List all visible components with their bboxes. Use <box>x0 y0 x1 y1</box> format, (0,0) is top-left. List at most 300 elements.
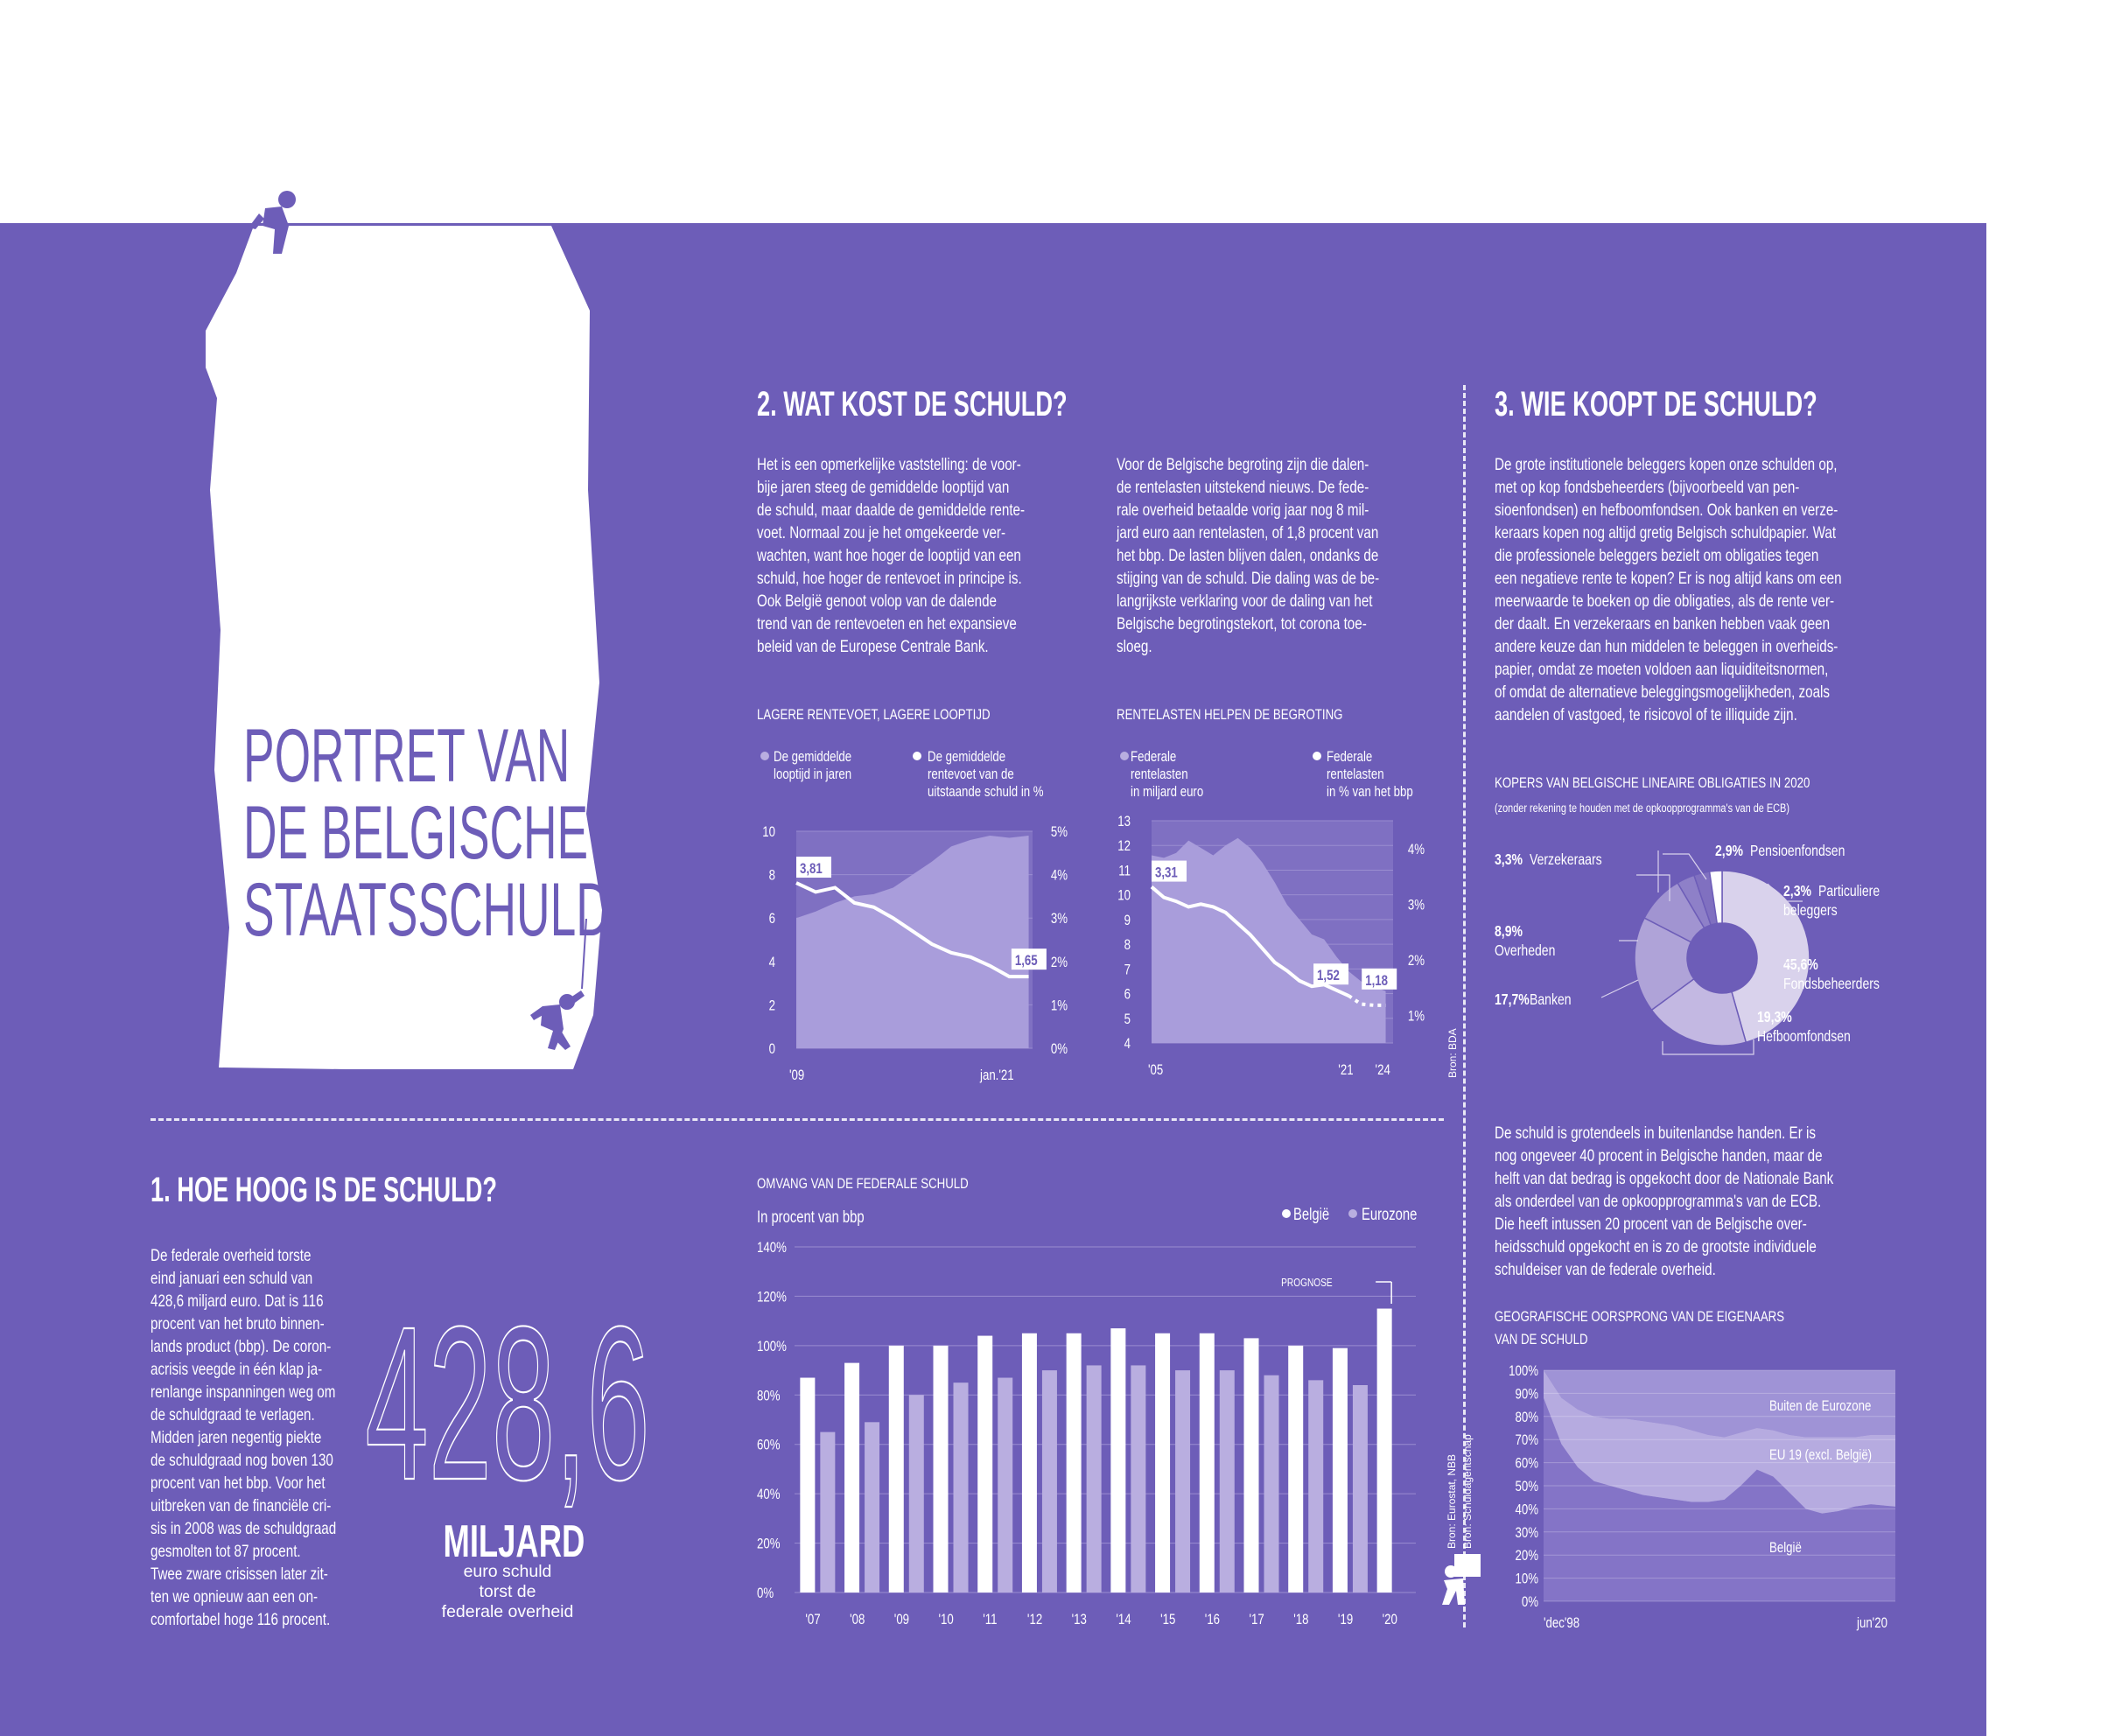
chart1-legend-label-1-group <box>774 766 851 783</box>
chart5-ytick: 30% <box>1515 1524 1538 1542</box>
section-1-title: HOE HOOG IS DE SCHULD? <box>177 1171 497 1209</box>
chart1-title: LAGERE RENTEVOET, LAGERE LOOPTIJD <box>757 706 991 724</box>
chart5-xtick-group <box>1544 1615 1579 1632</box>
chart1-ytick-left: 6 <box>768 910 775 928</box>
text-line: of omdat de alternatieve beleggingsmogelijkheden, zoals <box>1495 682 1831 702</box>
text-line: 428,6 miljard euro. Dat is 116 <box>151 1292 324 1311</box>
chart3-bar-eurozone <box>865 1422 879 1592</box>
chart4-slice-pct-group <box>1715 842 1743 859</box>
chart1-ytick-right: 4% <box>1050 867 1068 885</box>
chart4-slice-label-group <box>1495 942 1555 959</box>
chart2-title: RENTELASTEN HELPEN DE BEGROTING <box>1117 706 1343 724</box>
chart4-slice-label: Particuliere <box>1818 882 1880 900</box>
text-line: Belgische begrotingstekort, tot corona toe- <box>1117 614 1367 634</box>
chart5-ytick: 10% <box>1515 1571 1538 1588</box>
chart3-xtick-group <box>1293 1612 1308 1628</box>
text-line: Ook België genoot volop van de dalende <box>757 592 997 611</box>
chart3-bar-belgie <box>934 1346 949 1592</box>
chart2-xtick-group <box>1338 1062 1353 1079</box>
chart2-xtick: '24 <box>1375 1061 1390 1079</box>
chart4-slice-pct: 2,3% <box>1783 882 1811 900</box>
chart2-label-first-group <box>1155 864 1178 881</box>
text-line: acrisis veegde in één klap ja- <box>151 1360 323 1379</box>
text-line: gesmolten tot 87 procent. <box>151 1542 301 1561</box>
chart3-xtick-group <box>1250 1612 1264 1628</box>
chart4-slice-label: Pensioenfondsen <box>1750 842 1845 860</box>
chart2-ytick-right: 1% <box>1407 1007 1425 1025</box>
chart1-ytick-right: 3% <box>1050 910 1068 928</box>
chart3-bar-eurozone <box>1353 1385 1368 1592</box>
chart1-ytick-right: 2% <box>1050 954 1068 971</box>
chart3-bar-belgie <box>1244 1338 1259 1592</box>
chart2-source-group <box>1446 1028 1459 1078</box>
chart3-ytick-group <box>757 1586 774 1602</box>
text-line: papier, omdat ze moeten voldoen aan liquiditeitsnormen, <box>1495 660 1829 679</box>
chart2-ytick-left: 8 <box>1124 936 1131 954</box>
chart3-bar-belgie <box>1022 1334 1037 1592</box>
chart2-ytick-right-group <box>1408 1008 1425 1025</box>
text-line: heidsschuld opgekocht en is zo de grootste individuele <box>1495 1237 1817 1256</box>
chart1-ytick-right-group <box>1051 954 1068 970</box>
chart2-legend-label-1-group <box>1131 749 1176 766</box>
chart1-label-last-group <box>1015 953 1038 970</box>
chart3-bar-eurozone <box>1042 1370 1057 1592</box>
text-line: andere keuze dan hun middelen te beleggen in overheids- <box>1495 637 1838 656</box>
text-line: langrijkste verklaring voor de daling van het <box>1117 592 1373 611</box>
text-line: De federale overheid torste <box>151 1246 312 1265</box>
chart2-legend-dot-1 <box>1120 752 1129 760</box>
text-line: procent van het bruto binnen- <box>151 1314 325 1334</box>
title-line-1: PORTRET VAN <box>243 714 571 798</box>
chart3-legend-dot-2 <box>1348 1209 1357 1218</box>
chart3-ytick-group <box>757 1289 787 1306</box>
text-line: eind januari een schuld van <box>151 1269 313 1288</box>
text-line: de schuldgraad te verlagen. <box>151 1405 315 1424</box>
chart3-ytick: 120% <box>757 1288 787 1306</box>
chart3-xtick-group <box>1160 1612 1175 1628</box>
section-2-title: WAT KOST DE SCHULD? <box>783 385 1068 424</box>
chart3-ytick-group <box>757 1338 787 1354</box>
chart1-legend-label-2: uitstaande schuld in % <box>928 783 1044 801</box>
chart2-label-last: 1,18 <box>1365 972 1388 990</box>
chart1-label-first-group <box>800 861 823 878</box>
chart1-xtick: '09 <box>789 1067 805 1084</box>
text-line: beleid van de Europese Centrale Bank. <box>757 637 989 656</box>
text-line: Die heeft intussen 20 procent van de Belgische over- <box>1495 1214 1807 1234</box>
chart3-xtick-group <box>1116 1612 1131 1628</box>
chart2-legend-dot-2 <box>1313 752 1321 760</box>
chart2-ytick-left: 13 <box>1117 813 1131 830</box>
chart5-label-bottom-group <box>1769 1540 1802 1557</box>
chart4-slice-pct-group <box>1783 956 1818 973</box>
chart2-ytick-right-group <box>1408 952 1425 969</box>
source-label: Bron: Schuldagentschap <box>1461 1434 1474 1549</box>
chart3-xtick-group <box>805 1612 820 1628</box>
chart1-ytick-right-group <box>1051 998 1068 1014</box>
chart1-legend-label-1: De gemiddelde <box>774 748 852 766</box>
text-line: De grote institutionele beleggers kopen onze schulden op, <box>1495 455 1838 474</box>
chart4-slice-pct: 8,9% <box>1495 922 1523 941</box>
chart3-xtick: '11 <box>983 1611 998 1628</box>
chart1-ytick-left-group <box>769 954 776 970</box>
chart3-ytick: 60% <box>757 1437 781 1454</box>
chart4-slice-pct-group <box>1783 882 1811 900</box>
chart5-ytick: 60% <box>1515 1455 1538 1473</box>
source-label: Bron: Eurostat, NBB <box>1446 1453 1458 1549</box>
chart3-xtick-group <box>1072 1612 1087 1628</box>
text-line: Het is een opmerkelijke vaststelling: de voor- <box>757 455 1021 474</box>
text-line: federale overheid <box>441 1602 574 1621</box>
text-line: het bbp. De lasten blijven dalen, ondanks de <box>1117 546 1379 565</box>
chart2-ytick-left-group <box>1124 1011 1131 1027</box>
chart4-slice-label: Banken <box>1530 990 1572 1009</box>
text-line: der daalt. En verzekeraars en banken hebben vaak geen <box>1495 614 1831 634</box>
text-line: een negatieve rente te kopen? Er is nog altijd kans om een <box>1495 569 1842 588</box>
chart3-bar-eurozone <box>1175 1370 1190 1592</box>
chart3-subtitle-group <box>757 1208 865 1226</box>
chart4-slice-pct: 17,7% <box>1495 990 1530 1009</box>
text-line: ten we opnieuw aan een on- <box>151 1587 319 1606</box>
title-line-3: STAATSSCHULD <box>243 868 610 952</box>
chart1-ytick-left: 4 <box>768 954 775 971</box>
text-line: voet. Normaal zou je het omgekeerde ver- <box>757 523 1006 542</box>
chart3-xtick-group <box>1338 1612 1353 1628</box>
chart1-legend-dot-2 <box>913 752 921 760</box>
title-line-2: DE BELGISCHE <box>243 791 589 875</box>
chart2-xtick: '05 <box>1148 1061 1164 1079</box>
text-line: sis in 2008 was de schuldgraad <box>151 1519 337 1538</box>
chart4-slice-pct: 45,6% <box>1783 956 1818 974</box>
chart3-bar-belgie <box>844 1363 859 1592</box>
chart2-legend-label-1: in miljard euro <box>1131 783 1204 801</box>
chart2-label-last-group <box>1365 972 1388 989</box>
chart5-label-top: Buiten de Eurozone <box>1769 1397 1872 1415</box>
chart4-slice-label-group <box>1818 882 1880 900</box>
chart3-legend-label-2: Eurozone <box>1362 1205 1418 1224</box>
chart2-ytick-left: 4 <box>1124 1035 1131 1053</box>
chart1-label-first: 3,81 <box>800 860 823 878</box>
chart5-ytick-group <box>1509 1363 1538 1380</box>
text-line: torst de <box>479 1582 536 1601</box>
section-1-number: 1. <box>151 1171 171 1209</box>
chart2-ytick-left: 9 <box>1124 912 1131 929</box>
chart3-legend-dot-1 <box>1282 1209 1291 1218</box>
text-line: bije jaren steeg de gemiddelde looptijd van <box>757 478 1010 497</box>
section-3-title: WIE KOOPT DE SCHULD? <box>1521 385 1817 424</box>
text-line: die professionele beleggers bezielt om obligaties tegen <box>1495 546 1819 565</box>
chart1-ytick-left: 2 <box>768 997 775 1014</box>
text-line: Voor de Belgische begroting zijn die dalen- <box>1117 455 1369 474</box>
chart4-slice-pct-group <box>1495 990 1530 1008</box>
box-carrier-icon <box>1442 1554 1481 1605</box>
chart4-slice-label-group <box>1530 990 1572 1008</box>
section-2-number: 2. <box>757 385 777 424</box>
chart4-slice-pct: 19,3% <box>1757 1008 1792 1026</box>
chart4-slice-label: Verzekeraars <box>1530 850 1602 869</box>
chart4-subtitle-group <box>1495 802 1789 816</box>
chart2-ytick-left-group <box>1117 814 1131 830</box>
chart2-ytick-left-group <box>1117 887 1131 904</box>
chart5-ytick-group <box>1515 1386 1538 1403</box>
chart3-title-group <box>757 1176 969 1193</box>
chart3-ytick: 20% <box>757 1536 781 1553</box>
chart3-legend-label-1: België <box>1293 1205 1330 1224</box>
chart1-ytick-left: 10 <box>762 823 775 841</box>
chart3-bar-eurozone <box>1087 1365 1102 1592</box>
chart5-label-top-group <box>1769 1398 1871 1415</box>
chart3-xtick-group <box>1027 1612 1042 1628</box>
text-line: stijging van de schuld. Die daling was de be- <box>1117 569 1380 588</box>
chart5-title-group <box>1495 1332 1588 1348</box>
chart4-slice-pct: 3,3% <box>1495 850 1523 869</box>
chart3-bar-belgie <box>1110 1328 1125 1592</box>
chart3-xtick: '07 <box>805 1611 821 1628</box>
chart1-ytick-left-group <box>769 867 775 884</box>
chart5-title: VAN DE SCHULD <box>1495 1331 1588 1348</box>
chart3-ytick-group <box>757 1388 781 1404</box>
chart5-ytick-group <box>1515 1502 1538 1518</box>
chart2-ytick-left: 12 <box>1117 837 1131 855</box>
chart3-bar-eurozone <box>1308 1380 1323 1592</box>
person-body-icon <box>1442 1578 1465 1605</box>
chart2-legend-label-2: Federale <box>1327 748 1373 766</box>
chart5-ytick-group <box>1515 1455 1538 1472</box>
big-number: 428,6 <box>365 1282 650 1526</box>
chart4-slice-label-group <box>1783 975 1880 992</box>
chart4-slice-pct: 2,9% <box>1715 842 1743 860</box>
chart3-xtick: '14 <box>1116 1611 1131 1628</box>
chart1-ytick-right-group <box>1051 1041 1068 1058</box>
chart5-ytick: 40% <box>1515 1501 1538 1518</box>
chart1-ytick-right-group <box>1051 911 1068 928</box>
chart3-bar-belgie <box>1288 1346 1303 1592</box>
text-line: aandelen of vastgoed, te risicovol of te illiquide zijn. <box>1495 705 1797 724</box>
chart3-bar-belgie <box>977 1336 992 1592</box>
chart5-ytick-group <box>1515 1571 1538 1587</box>
chart3-subtitle: In procent van bbp <box>757 1208 865 1227</box>
chart5-ytick-group <box>1515 1432 1538 1449</box>
text-line: jard euro aan rentelasten, of 1,8 procent van <box>1117 523 1379 542</box>
chart3-ytick: 140% <box>757 1239 787 1256</box>
chart1-legend-label-1-group <box>774 749 851 766</box>
chart5-xtick: 'dec'98 <box>1544 1614 1580 1632</box>
chart1-ytick-right-group <box>1051 824 1068 841</box>
text-line: de schuldgraad nog boven 130 <box>151 1451 333 1470</box>
chart3-bar-belgie <box>1200 1334 1215 1592</box>
chart1-legend-label-2-group <box>928 749 1005 766</box>
chart2-ytick-left-group <box>1124 912 1131 928</box>
chart3-bar-belgie <box>800 1378 815 1592</box>
chart3-bar-eurozone <box>1264 1376 1279 1592</box>
chart2-ytick-right: 2% <box>1407 952 1425 970</box>
chart3-xtick-group <box>850 1612 865 1628</box>
chart3-bar-eurozone <box>1220 1370 1235 1592</box>
source-label: Bron: BDA <box>1446 1028 1459 1078</box>
chart1-legend-label-2-group <box>928 766 1014 783</box>
chart3-xtick: '12 <box>1026 1611 1043 1628</box>
text-line: procent van het bbp. Voor het <box>151 1474 326 1493</box>
chart5-xtick: jun'20 <box>1857 1614 1887 1632</box>
chart1-ytick-left: 0 <box>768 1040 775 1058</box>
chart3-bar-belgie <box>1333 1348 1348 1592</box>
chart3-ytick-group <box>757 1536 781 1552</box>
chart1-xtick-group <box>979 1068 1014 1084</box>
chart5-ytick: 90% <box>1515 1385 1538 1403</box>
chart2-ytick-right-group <box>1408 841 1425 858</box>
chart1-legend-label-2-group <box>928 784 1044 801</box>
chart1-ytick-left-group <box>769 911 775 928</box>
chart5-xtick-group <box>1856 1615 1887 1632</box>
chart1-ytick-right: 0% <box>1050 1040 1068 1058</box>
chart2-ytick-left-group <box>1118 863 1131 879</box>
chart5-ytick: 0% <box>1521 1593 1538 1611</box>
text-line: als onderdeel van de opkoopprogramma's van de ECB. <box>1495 1192 1822 1211</box>
chart3-xtick-group <box>1205 1612 1220 1628</box>
chart3-xtick: '19 <box>1337 1611 1354 1628</box>
chart4-subtitle: (zonder rekening te houden met de opkoopprogramma's van de ECB) <box>1495 801 1789 816</box>
text-line: meerwaarde te boeken op die obligaties, als de rente ver- <box>1495 592 1835 611</box>
text-line: wachten, want hoe hoger de looptijd van een <box>757 546 1021 565</box>
chart4-slice-label-group <box>1757 1027 1851 1045</box>
chart5-ytick: 50% <box>1515 1478 1538 1495</box>
chart1-ytick-right: 1% <box>1050 997 1068 1014</box>
chart5-label-mid-group <box>1769 1447 1872 1464</box>
chart1-ytick-left-group <box>769 998 775 1014</box>
chart3-xtick: '16 <box>1204 1611 1221 1628</box>
chart2-xtick-group <box>1376 1062 1391 1079</box>
chart3-xtick-group <box>939 1612 954 1628</box>
text-line: Twee zware crisissen later zit- <box>151 1564 328 1584</box>
chart3-xtick: '20 <box>1382 1611 1397 1628</box>
chart5-label-mid: EU 19 (excl. België) <box>1769 1446 1873 1464</box>
chart1-legend-label-1: looptijd in jaren <box>774 766 852 783</box>
chart4-slice-label: Fondsbeheerders <box>1783 975 1880 993</box>
chart3-legend-label-2-group <box>1362 1205 1417 1223</box>
chart3-ytick: 100% <box>757 1338 787 1355</box>
chart5-title-group <box>1495 1309 1784 1326</box>
chart2-ytick-left-group <box>1124 1036 1131 1053</box>
chart2-ytick-left-group <box>1117 838 1131 855</box>
chart2-title-group <box>1117 707 1342 724</box>
chart2-ytick-left: 10 <box>1117 887 1131 905</box>
chart1-ytick-right-group <box>1051 867 1068 884</box>
chart3-bar-eurozone <box>909 1395 924 1592</box>
chart3-xtick-group <box>894 1612 909 1628</box>
chart3-xtick: '15 <box>1160 1611 1176 1628</box>
text-line: rale overheid betaalde vorig jaar nog 8 mil- <box>1117 500 1369 520</box>
chart1-ytick-left-group <box>769 1041 775 1058</box>
chart2-ytick-left-group <box>1124 962 1131 978</box>
section-3-number: 3. <box>1495 385 1515 424</box>
chart3-bar-belgie <box>889 1346 904 1592</box>
chart4-slice-label: Hefboomfondsen <box>1757 1027 1851 1046</box>
chart2-ytick-left: 6 <box>1124 986 1131 1004</box>
chart5-ytick: 100% <box>1509 1362 1538 1380</box>
chart2-legend-label-2-group <box>1327 749 1372 766</box>
chart3-ytick: 80% <box>757 1387 781 1404</box>
chart2-label-mid-group <box>1317 968 1340 984</box>
chart3-ytick: 40% <box>757 1486 781 1503</box>
chart3-ytick-group <box>757 1240 787 1256</box>
chart2-legend-label-2-group <box>1327 784 1413 801</box>
text-line: uitbreken van de financiële cri- <box>151 1496 332 1516</box>
chart2-label-mid: 1,52 <box>1317 967 1340 984</box>
chart3-xtick: '08 <box>850 1611 865 1628</box>
text-line: de rentelasten uitstekend nieuws. De fede- <box>1117 478 1369 497</box>
chart3-bar-eurozone <box>1131 1365 1145 1592</box>
chart4-slice-label: Overheden <box>1495 942 1556 960</box>
chart3-xtick: '17 <box>1249 1611 1264 1628</box>
chart3-bar-belgie <box>1377 1309 1392 1592</box>
chart4-title-group <box>1495 775 1810 792</box>
text-line: sloeg. <box>1117 637 1152 656</box>
chart3-annotation: PROGNOSE <box>1281 1276 1333 1290</box>
chart1-xtick-group <box>789 1068 804 1084</box>
box-icon <box>1454 1554 1481 1577</box>
chart3-xtick: '18 <box>1293 1611 1309 1628</box>
chart1-xtick: jan.'21 <box>980 1067 1014 1084</box>
chart2-legend-label-2-group <box>1327 766 1384 783</box>
chart3-bar-eurozone <box>954 1382 969 1592</box>
chart5-ytick: 80% <box>1515 1409 1538 1426</box>
chart3-legend-label-1-group <box>1293 1205 1329 1223</box>
chart3-bar-eurozone <box>820 1432 835 1592</box>
text-line: trend van de rentevoeten en het expansieve <box>757 614 1017 634</box>
chart1-legend-label-2: De gemiddelde <box>928 748 1006 766</box>
text-line: met op kop fondsbeheerders (bijvoorbeeld van pen- <box>1495 478 1800 497</box>
chart3-bar-eurozone <box>998 1378 1012 1592</box>
chart3-title: OMVANG VAN DE FEDERALE SCHULD <box>757 1175 969 1193</box>
chart2-legend-label-2: rentelasten <box>1327 766 1384 783</box>
text-line: keraars kopen nog altijd gretig Belgisch schuldpapier. Wat <box>1495 523 1837 542</box>
person-head-icon <box>1445 1565 1457 1578</box>
chart4-slice-label-group <box>1530 850 1602 868</box>
text-line: Midden jaren negentig piekte <box>151 1428 322 1447</box>
chart5-ytick: 20% <box>1515 1547 1538 1564</box>
chart1-ytick-left-group <box>762 824 775 841</box>
chart5-ytick-group <box>1515 1524 1538 1541</box>
chart3-xtick: '09 <box>893 1611 910 1628</box>
chart2-legend-label-1: Federale <box>1131 748 1177 766</box>
chart2-label-first: 3,31 <box>1155 864 1178 882</box>
chart2-legend-label-1-group <box>1131 766 1188 783</box>
chart2-ytick-right-group <box>1408 897 1425 914</box>
chart2-legend-label-1-group <box>1131 784 1203 801</box>
chart5-ytick: 70% <box>1515 1432 1538 1449</box>
chart5-ytick-group <box>1515 1548 1538 1564</box>
chart5-title: GEOGRAFISCHE OORSPRONG VAN DE EIGENAARS <box>1495 1308 1785 1326</box>
chart4-slice-pct-group <box>1495 922 1523 940</box>
chart2-ytick-right: 4% <box>1407 841 1425 858</box>
chart4-slice-pct-group <box>1757 1008 1792 1026</box>
text-line: renlange inspanningen weg om <box>151 1382 336 1402</box>
chart5-label-bottom: België <box>1769 1539 1802 1557</box>
chart1-legend-dot-1 <box>760 752 769 760</box>
chart2-legend-label-1: rentelasten <box>1131 766 1188 783</box>
big-number-unit: MILJARD <box>443 1516 585 1567</box>
chart3-source-group <box>1446 1434 1474 1549</box>
text-line: de schuld, maar daalde de gemiddelde rente- <box>757 500 1026 520</box>
text-line: lands product (bbp). De coron- <box>151 1337 332 1356</box>
chart1-ytick-right: 5% <box>1050 823 1068 841</box>
chart2-ytick-left-group <box>1124 937 1131 954</box>
chart2-xtick-group <box>1148 1062 1163 1079</box>
chart1-ytick-left: 8 <box>768 867 775 885</box>
chart4-slice-label-group <box>1783 901 1838 919</box>
chart3-xtick: '13 <box>1071 1611 1087 1628</box>
chart2-legend-label-2: in % van het bbp <box>1327 783 1413 801</box>
chart4-slice-label: beleggers <box>1783 901 1838 920</box>
